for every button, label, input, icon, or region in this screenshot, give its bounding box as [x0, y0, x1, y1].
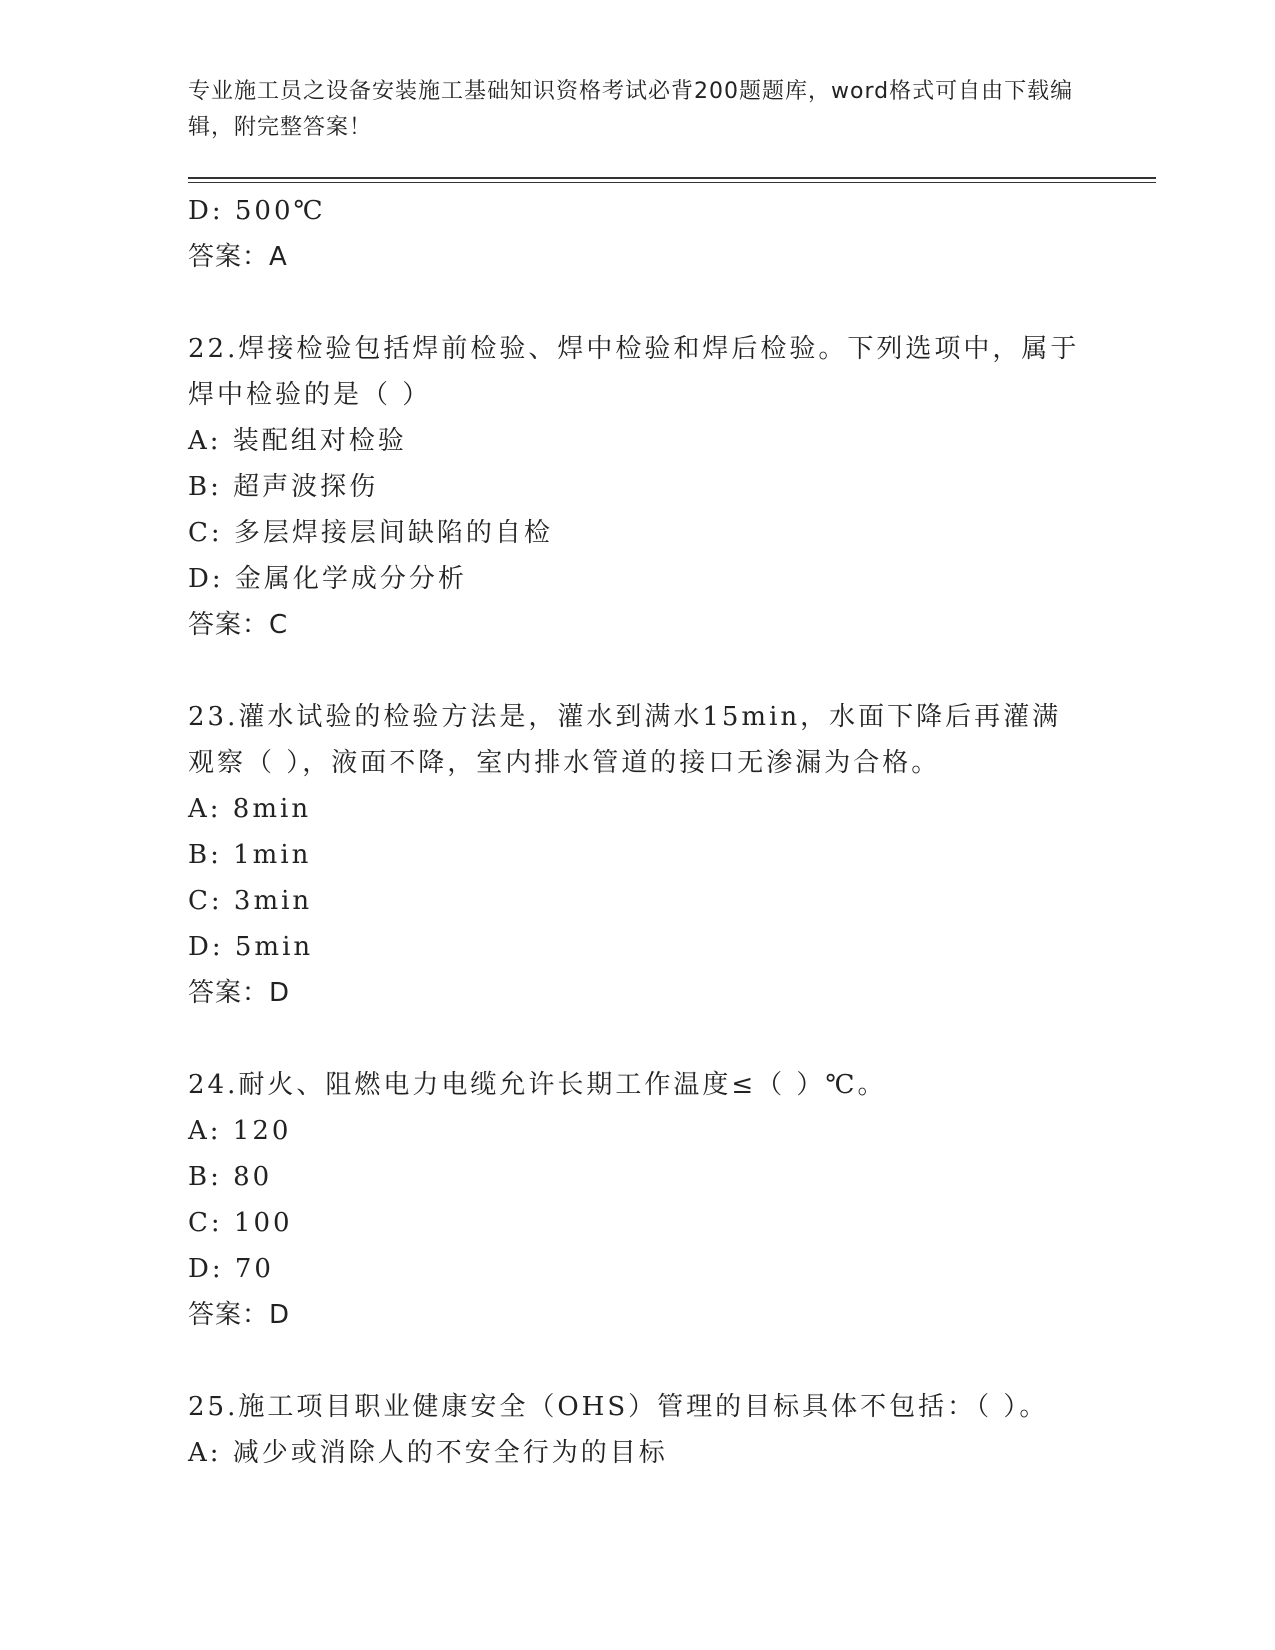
question-text: 22.焊接检验包括焊前检验、焊中检验和焊后检验。下列选项中，属于焊中检验的是（ ） — [188, 334, 1080, 410]
answer-line: 答案：D — [188, 1300, 291, 1330]
question-24 — [188, 1062, 1088, 1338]
option-c: C: 多层焊接层间缺陷的自检 — [188, 518, 553, 548]
option-d: D: 500℃ — [188, 196, 326, 226]
option-a: A: 8min — [188, 794, 312, 824]
question-text: 24.耐火、阻燃电力电缆允许长期工作温度≤（ ）℃。 — [188, 1070, 887, 1100]
option-a: A: 减少或消除人的不安全行为的目标 — [188, 1438, 668, 1468]
option-d: D: 5min — [188, 932, 314, 962]
answer-line: 答案：D — [188, 978, 291, 1008]
option-b: B: 80 — [188, 1162, 273, 1192]
question-list — [188, 188, 1088, 1476]
answer-line: 答案：A — [188, 242, 288, 272]
question-22 — [188, 326, 1088, 648]
header-divider-thick — [188, 177, 1156, 179]
question-text: 25.施工项目职业健康安全（OHS）管理的目标具体不包括：（ ）。 — [188, 1392, 1049, 1422]
answer-line: 答案：C — [188, 610, 289, 640]
option-a: A: 装配组对检验 — [188, 426, 407, 456]
question-25 — [188, 1384, 1088, 1476]
header-divider-thin — [188, 182, 1156, 183]
option-c: C: 3min — [188, 886, 313, 916]
option-a: A: 120 — [188, 1116, 292, 1146]
option-b: B: 超声波探伤 — [188, 472, 379, 502]
question-23 — [188, 694, 1088, 1016]
option-d: D: 70 — [188, 1254, 274, 1284]
previous-question-tail — [188, 188, 1088, 280]
option-d: D: 金属化学成分分析 — [188, 564, 467, 594]
page-header-title: 专业施工员之设备安装施工基础知识资格考试必背200题题库，word格式可自由下载编辑，附完整答案！ — [188, 79, 1074, 140]
question-text: 23.灌水试验的检验方法是，灌水到满水15min，水面下降后再灌满观察（ ），液面不降，室内排水管道的接口无渗漏为合格。 — [188, 702, 1062, 778]
option-b: B: 1min — [188, 840, 312, 870]
option-c: C: 100 — [188, 1208, 293, 1238]
